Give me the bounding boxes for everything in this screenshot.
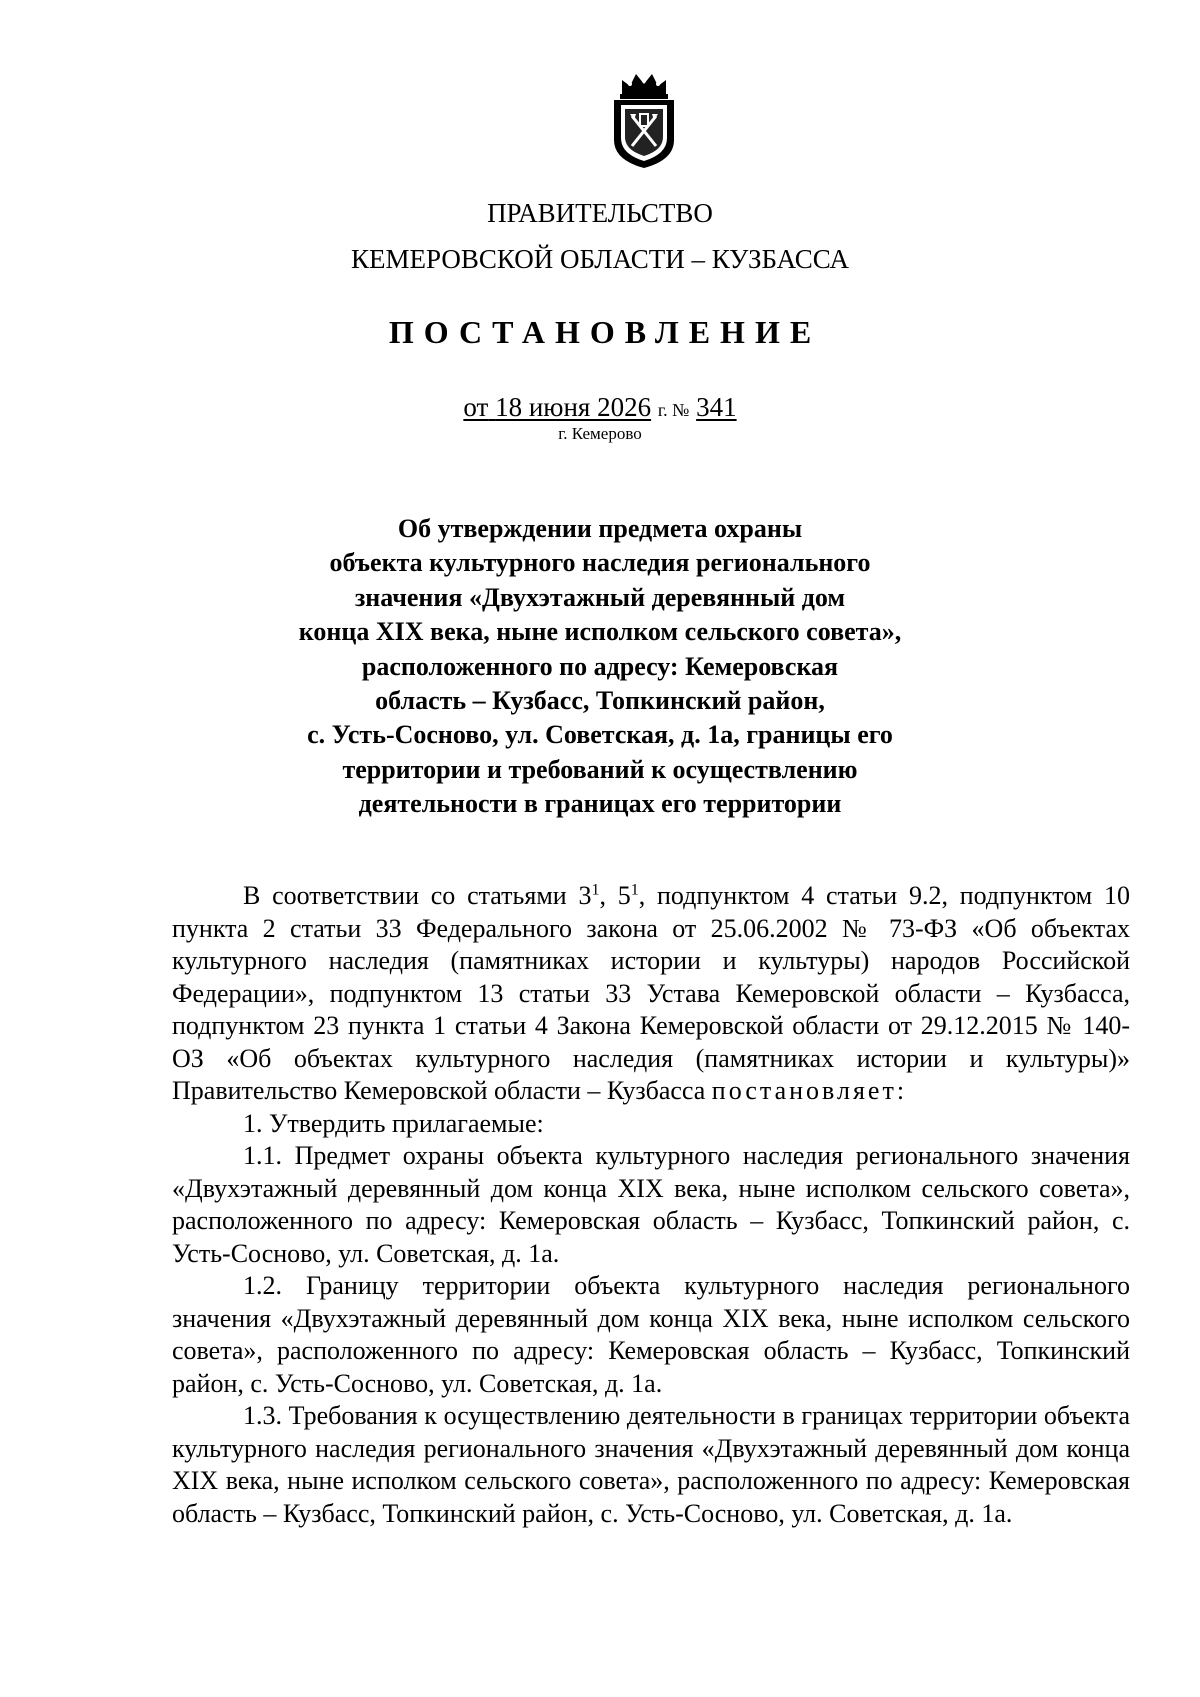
title-line: конца XIX века, ныне исполком сельского совета», [298, 617, 902, 647]
document-body [172, 880, 1130, 1530]
document-date: 18 июня 2026 [495, 392, 652, 422]
list-item: 1.3. Требования к осуществлению деятельности в границах территории объекта культурного наследия регионального значения «Двухэтажный деревянный дом конца XIX века, ныне исполком сельского совета», расположенного по адресу: Кемеровская область – Кузбасс, Топкинский район, с. Усть-Сосново, ул. Советская, д. 1а. [172, 1401, 1130, 1528]
resolves-word: постановляет [711, 1076, 897, 1105]
org-name-line1: ПРАВИТЕЛЬСТВО [487, 198, 713, 228]
title-line: деятельности в границах его территории [358, 789, 842, 819]
colon: : [896, 1076, 905, 1105]
title-line: территории и требований к осуществлению [342, 754, 858, 784]
list-item: 1.2. Границу территории объекта культурного наследия регионального значения «Двухэтажный деревянный дом конца XIX века, ныне исполком сельского совета», расположенного по адресу: Кемеровская область – Кузбасс, Топкинский район, с. Усть-Сосново, ул. Советская, д. 1а. [172, 1271, 1130, 1398]
superscript: 1 [591, 881, 600, 899]
superscript: 1 [630, 881, 639, 899]
list-item: 1. Утвердить прилагаемые: [243, 1108, 544, 1138]
coat-of-arms-icon [608, 70, 680, 170]
preamble-text: , подпунктом 4 статьи 9.2, подпунктом 10 пункта 2 статьи 33 Федерального закона от 25.06.2002 № 73-ФЗ «Об объектах культурного наследия (памятниках истории и культуры) народов Российской Федерации», подпунктом 13 статьи 33 Устава Кемеровской области – Кузбасса, подпунктом 23 пункта 1 статьи 4 Закона Кемеровской области от 29.12.2015 № 140-ОЗ «Об объектах культурного наследия (памятниках истории и культуры)» Правительство Кемеровской области – Кузбасса [172, 881, 1130, 1105]
org-name-line2: КЕМЕРОВСКОЙ ОБЛАСТИ – КУЗБАССА [351, 244, 849, 274]
title-line: область – Кузбасс, Топкинский район, [375, 686, 825, 716]
title-line: расположенного по адресу: Кемеровская [361, 651, 839, 681]
title-line: с. Усть-Сосново, ул. Советская, д. 1а, границы его [307, 720, 893, 750]
date-prefix: от [463, 392, 489, 422]
list-item: 1.1. Предмет охраны объекта культурного наследия регионального значения «Двухэтажный деревянный дом конца XIX века, ныне исполком сельского совета», расположенного по адресу: Кемеровская область – Кузбасс, Топкинский район, с. Усть-Сосново, ул. Советская, д. 1а. [172, 1141, 1130, 1268]
document-number: 341 [696, 392, 737, 422]
preamble-text: , 5 [599, 881, 631, 910]
title-line: Об утверждении предмета охраны [397, 514, 803, 543]
title-line: объекта культурного наследия регионального [329, 548, 871, 578]
document-title [0, 512, 1200, 822]
document-type: ПОСТАНОВЛЕНИЕ [388, 314, 822, 350]
title-line: значения «Двухэтажный деревянный дом [354, 582, 846, 612]
preamble-text: В соответствии со статьями 3 [243, 881, 592, 910]
date-number-line [0, 392, 1200, 425]
city: г. Кемерово [558, 424, 642, 443]
year-number-label: г. № [657, 400, 690, 420]
preamble-paragraph [172, 880, 1130, 1108]
